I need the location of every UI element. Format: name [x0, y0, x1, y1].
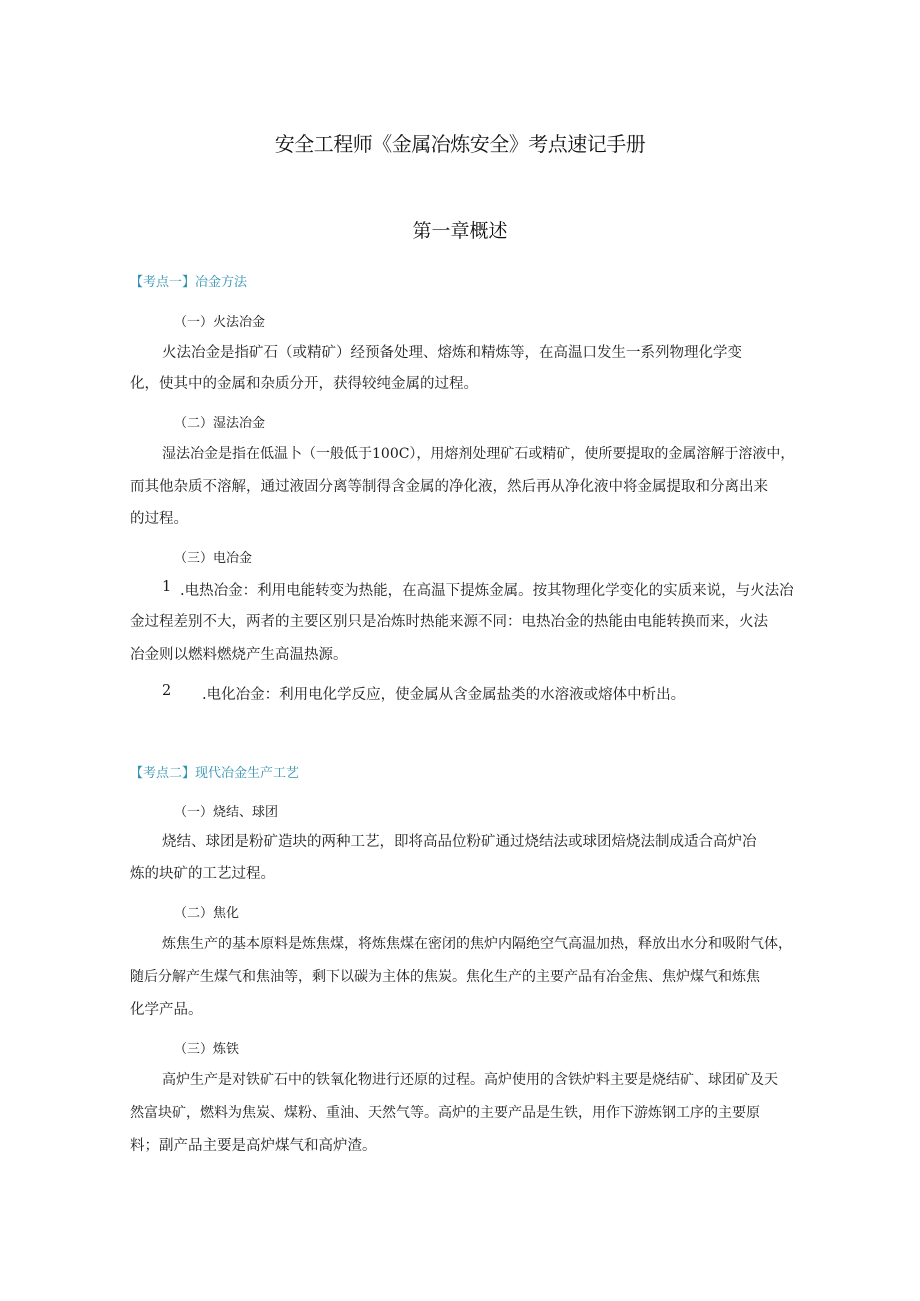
subsection-sintering-heading: （一）烧结、球团: [174, 805, 279, 820]
chapter-title: 第一章概述: [412, 220, 508, 242]
paragraph-line: 而其他杂质不溶解，通过液固分离等制得含金属的净化液，然后再从净化液中将金属提取和分离出来: [130, 479, 768, 495]
list-item-text: .电热冶金：利用电能转变为热能，在高温下提炼金属。按其物理化学变化的实质来说，与火法冶: [180, 583, 794, 599]
paragraph-line: 湿法冶金是指在低温卜（一般低于100C），用熔剂处理矿石或精矿，使所要提取的金属溶解于溶液中，: [162, 446, 795, 462]
subsection-hydrometallurgy-heading: （二）湿法冶金: [174, 416, 266, 431]
paragraph-line: 料；副产品主要是高炉煤气和高炉渣。: [130, 1138, 377, 1154]
paragraph-line: 冶金则以燃料燃烧产生高温热源。: [130, 647, 348, 663]
paragraph-line: 炼的块矿的工艺过程。: [130, 866, 275, 882]
paragraph-line: 然富块矿，燃料为焦炭、煤粉、重油、天然气等。高炉的主要产品是生铁，用作下游炼钢工序的主要原: [130, 1105, 760, 1121]
paragraph-line: 高炉生产是对铁矿石中的铁氧化物进行还原的过程。高炉使用的含铁炉料主要是烧结矿、球团矿及天: [162, 1072, 778, 1088]
paragraph-line: 随后分解产生煤气和焦油等，剩下以碳为主体的焦炭。焦化生产的主要产品有冶金焦、焦炉煤气和炼焦: [130, 969, 760, 985]
paragraph-line: 火法冶金是指矿石（或精矿）经预备处理、熔炼和精炼等，在高温口发生一系列物理化学变: [162, 345, 742, 361]
paragraph-line: 烧结、球团是粉矿造块的两种工艺，即将高品位粉矿通过烧结法或球团焙烧法制成适合高炉冶: [162, 834, 757, 850]
document-title: 安全工程师《金属冶炼安全》考点速记手册: [274, 132, 646, 156]
subsection-electrometallurgy-heading: （三）电冶金: [174, 551, 253, 566]
list-number: 2: [162, 683, 172, 699]
list-item-text: .电化冶金：利用电化学反应，使金属从含金属盐类的水溶液或熔体中析出。: [202, 687, 686, 703]
list-number: 1: [162, 579, 172, 595]
paragraph-line: 金过程差别不大，两者的主要区别只是冶炼时热能来源不同：电热冶金的热能由电能转换而来，火法: [130, 614, 768, 630]
paragraph-line: 炼焦生产的基本原料是炼焦煤，将炼焦煤在密闭的焦炉内隔绝空气高温加热，释放出水分和吸附气体，: [162, 936, 792, 952]
paragraph-line: 化学产品。: [130, 1002, 203, 1018]
subsection-pyrometallurgy-heading: （一）火法冶金: [174, 315, 266, 330]
paragraph-line: 的过程。: [130, 511, 188, 527]
key-point-1-heading: 【考点一】冶金方法: [130, 275, 248, 290]
subsection-coking-heading: （二）焦化: [174, 906, 240, 921]
paragraph-line: 化，使其中的金属和杂质分开，获得较纯金属的过程。: [130, 376, 478, 392]
subsection-ironmaking-heading: （三）炼铁: [174, 1042, 240, 1057]
key-point-2-heading: 【考点二】现代冶金生产工艺: [130, 766, 300, 781]
